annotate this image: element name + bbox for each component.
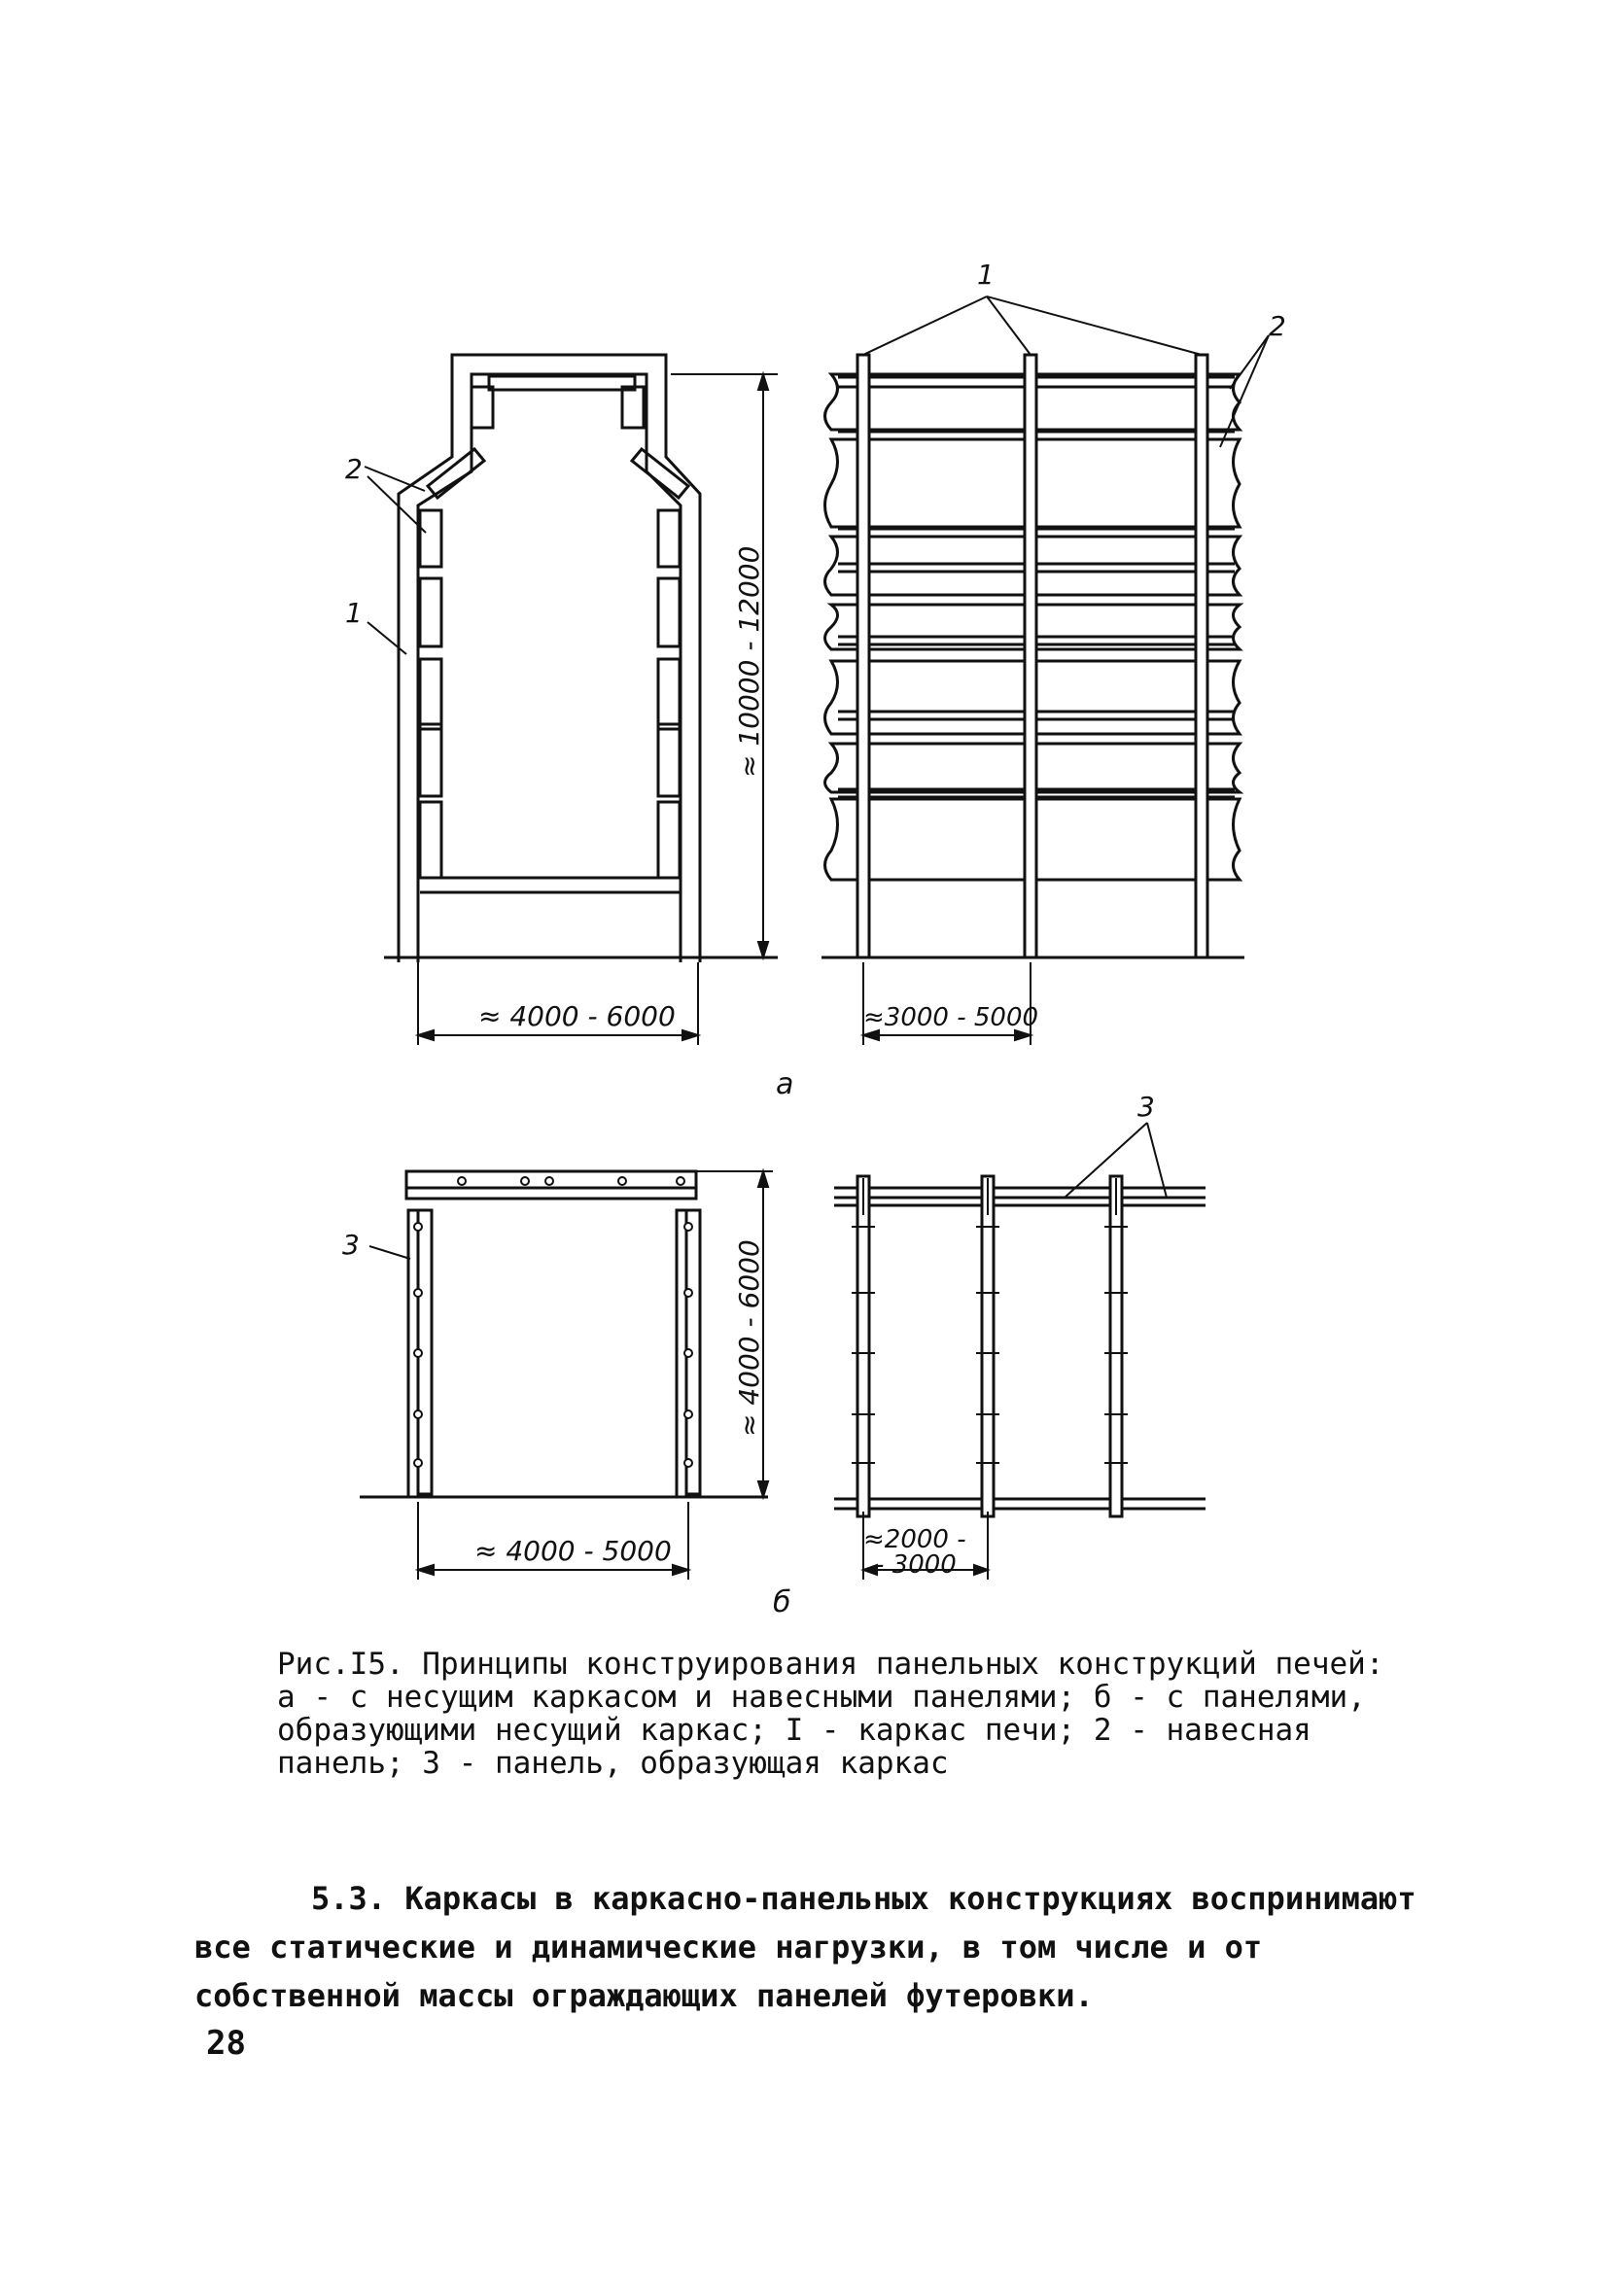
callout-2-top-right: 2	[1269, 310, 1286, 342]
furnace-section-a	[384, 355, 778, 962]
callout-2-top-left: 2	[345, 453, 363, 485]
callout-3-bottom-right: 3	[1137, 1091, 1155, 1123]
callout-1-top-right: 1	[977, 259, 995, 291]
subfigure-a-label: а	[776, 1067, 794, 1101]
callout-1-top-left: 1	[345, 597, 363, 629]
page-number: 28	[206, 2024, 246, 2063]
dim-width-top-left-label: ≈ 4000 - 6000	[478, 1000, 676, 1032]
paragraph-text: 5.3. Каркасы в каркасно-панельных конструкциях воспринимают все статические и динамические нагрузки, в том числе и от собственной массы ограждающих панелей футеровки.	[194, 1880, 1416, 2014]
dim-pitch-top-right-label: ≈3000 - 5000	[863, 1003, 1039, 1032]
subfigure-b-label: б	[773, 1585, 791, 1619]
dim-width-bottom-left-label: ≈ 4000 - 5000	[474, 1535, 672, 1567]
dim-pitch-bottom-right-line1: ≈2000 -	[863, 1525, 966, 1554]
furnace-elevation-a	[821, 355, 1244, 957]
body-paragraph	[194, 1874, 1458, 2020]
dim-height-bottom-left-label: ≈ 4000 - 6000	[733, 1239, 765, 1437]
dim-height-top-left-label: ≈ 10000 - 12000	[733, 545, 765, 778]
furnace-section-b	[360, 1171, 768, 1497]
callout-3-bottom-left: 3	[342, 1229, 360, 1261]
furnace-elevation-b	[834, 1176, 1206, 1516]
figure-caption: Рис.I5. Принципы конструирования панельных конструкций печей: а - с несущим каркасом и навесными панелями; б - с панелями, образующими несущий каркас; I - каркас печи; 2 - навесная панель; 3 - панель, образующая каркас	[277, 1647, 1403, 1781]
dim-pitch-bottom-right-line2: - 3000	[875, 1550, 957, 1580]
